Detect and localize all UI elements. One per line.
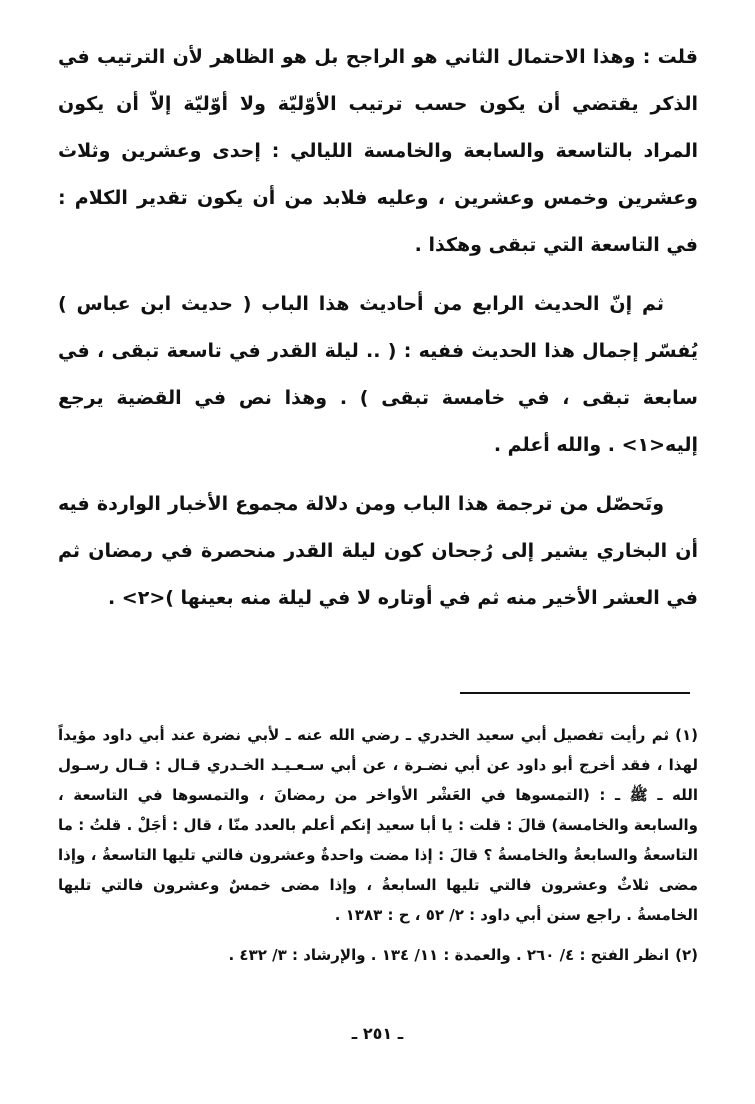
footnotes <box>58 720 698 970</box>
footnote-2-text: انظر الفتح : ٤/ ٢٦٠ . والعمدة : ١١/ ١٣٤ . والإرشاد : ٣/ ٤٣٢ . <box>228 946 670 964</box>
paragraph-3: وتَحصّل من ترجمة هذا الباب ومن دلالة مجموع الأخبار الواردة فيه أن البخاري يشير إلى رُجحان كون ليلة القدر منحصرة في رمضان ثم في العشر الأخير منه ثم في أوتاره لا في ليلة منه بعينها )<٢> . <box>58 493 698 609</box>
footnote-1-number: (١) <box>675 726 698 744</box>
paragraph-1-label: قلت : <box>642 46 698 68</box>
footnote-separator <box>460 692 690 694</box>
page-number: ـ ٢٥١ ـ <box>351 1024 404 1043</box>
paragraph-1-text: وهذا الاحتمال الثاني هو الراجح بل هو الظاهر لأن الترتيب في الذكر يقتضي أن يكون حسب ترتيب الأوّليّة ولا أوّليّة إلاّ أن يكون المراد بالتاسعة والسابعة والخامسة الليالي : إحدى وعشرين وثلاث وعشرين وخمس وعشرين ، وعليه فلابد من أن يكون تقدير الكلام : في التاسعة التي تبقى وهكذا . <box>58 46 698 256</box>
main-body-text <box>58 34 698 622</box>
paragraph-2: ثم إنّ الحديث الرابع من أحاديث هذا الباب ( حديث ابن عباس ) يُفسّر إجمال هذا الحديث ففيه : ( .. ليلة القدر في تاسعة تبقى ، في سابعة تبقى ، في خامسة تبقى ) . وهذا نص في القضية يرجع إليه<١> . والله أعلم . <box>58 293 698 456</box>
footnote-2 <box>58 940 698 970</box>
paragraph-1 <box>58 34 698 269</box>
footnote-1 <box>58 720 698 930</box>
footnote-2-number: (٢) <box>675 946 698 964</box>
footnote-1-text: ثم رأيت تفصيل أبي سعيد الخدري ـ رضي الله عنه ـ لأبي نضرة عند أبي داود مؤيداً لهذا ، فقد أخرج أبو داود عن أبي نضـرة ، عن أبي سـعـيـد الخـدري قـال : قـال رسـول الله ـ ﷺ ـ : (التمسوها في العَشْر الأواخر من رمضانَ ، والتمسوها في التاسعة ، والسابعة والخامسة) قالَ : قلت : يا أبا سعيد إنكم أعلم بالعدد منّا ، قال : أجَلْ . قلتُ : ما التاسعةُ والسابعةُ والخامسةُ ؟ قالَ : إذا مضت واحدةٌ وعشرون فالتي تليها التاسعةُ ، وإذا مضى ثلاثٌ وعشرون فالتي تليها السابعةُ ، وإذا مضى خمسٌ وعشرون فالتي تليها الخامسةُ . راجع سنن أبي داود : ٢/ ٥٢ ، ح : ١٣٨٣ . <box>58 726 698 924</box>
